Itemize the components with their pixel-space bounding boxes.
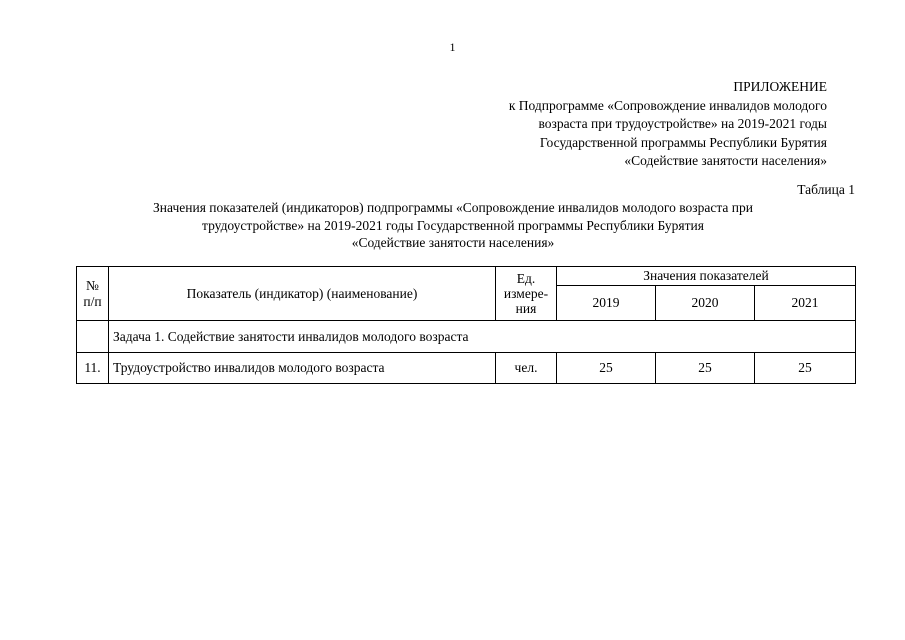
header-num-line: № [86,277,99,293]
row-num: 11. [77,353,109,384]
appendix-line: возраста при трудоустройстве» на 2019-2021 годы [538,116,827,131]
indicators-table [76,266,856,384]
header-unit [496,267,557,321]
task-row [77,321,856,353]
task-row-num-cell [77,321,109,353]
task-row-label: Задача 1. Содействие занятости инвалидов молодого возраста [109,321,856,353]
header-unit-line: Ед. [516,271,536,286]
header-num [77,267,109,321]
table-row [77,353,856,384]
header-year-2020: 2020 [656,286,755,321]
header-indicator-name: Показатель (индикатор) (наименование) [109,267,496,321]
row-value-2021: 25 [755,353,856,384]
table-title [88,199,818,252]
appendix-line: «Содействие занятости населения» [624,153,827,168]
row-value-2020: 25 [656,353,755,384]
table-title-line: трудоустройстве» на 2019-2021 годы Государственной программы Республики Бурятия [202,217,704,233]
header-year-2019: 2019 [557,286,656,321]
appendix-header [509,78,827,171]
header-values-group: Значения показателей [557,267,856,286]
header-num-line: п/п [83,293,102,309]
appendix-title: ПРИЛОЖЕНИЕ [733,79,827,94]
table-header-row [77,267,856,286]
row-unit: чел. [496,353,557,384]
appendix-line: к Подпрограмме «Сопровождение инвалидов молодого [508,97,827,113]
row-indicator-name: Трудоустройство инвалидов молодого возраста [109,353,496,384]
header-unit-line: ния [515,301,537,316]
appendix-line: Государственной программы Республики Бурятия [539,134,827,150]
header-year-2021: 2021 [755,286,856,321]
header-unit-line: измере- [503,286,549,301]
table-title-line: «Содействие занятости населения» [351,235,555,250]
page-number: 1 [449,40,456,54]
table-title-line: Значения показателей (индикаторов) подпрограммы «Сопровождение инвалидов молодого возраста при [153,200,753,215]
table-caption: Таблица 1 [797,182,855,197]
row-value-2019: 25 [557,353,656,384]
